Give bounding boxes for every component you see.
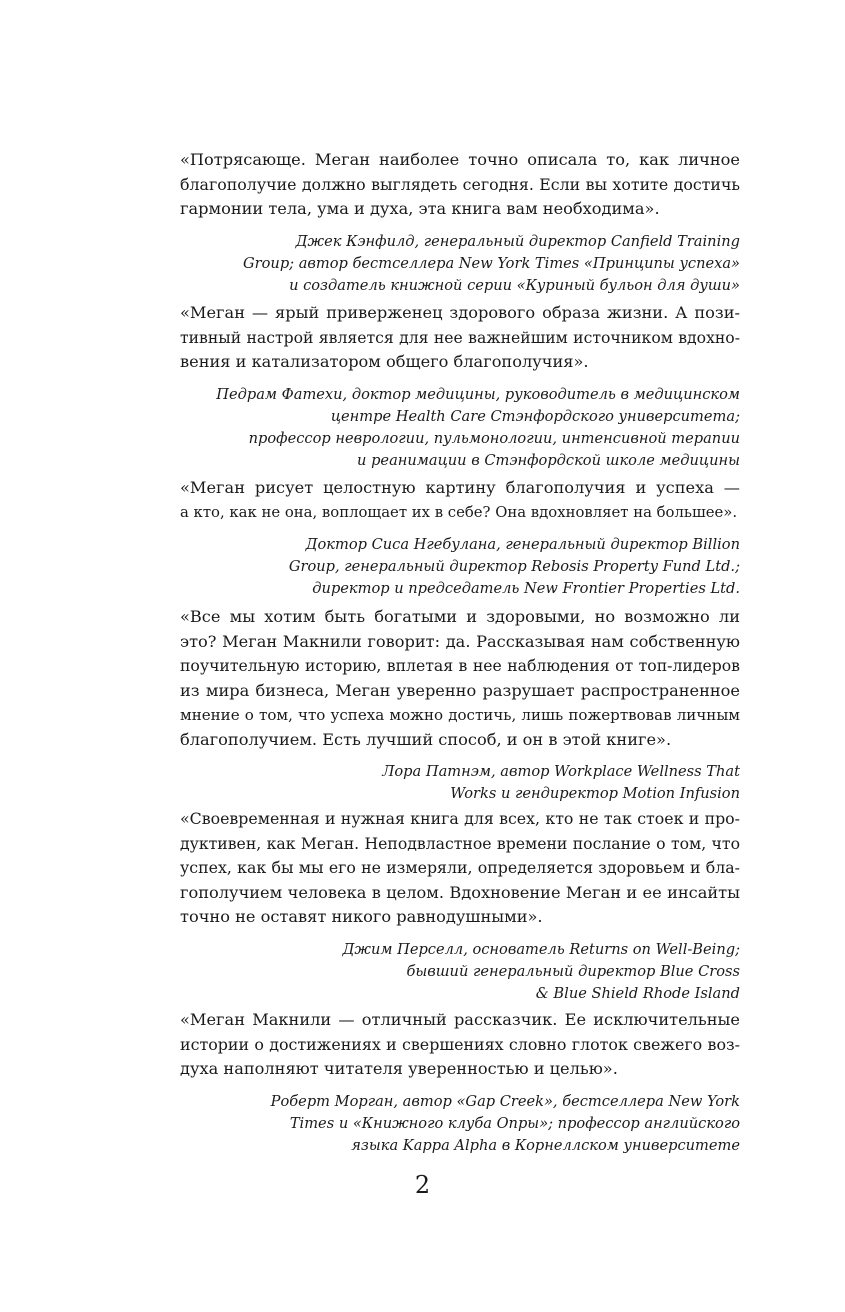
quote-line: гополучием человека в целом. Вдохновение Меган и ее инсайты xyxy=(180,882,740,902)
testimonial-quote xyxy=(180,1008,740,1082)
attribution-line: Works и гендиректор Motion Infusion xyxy=(450,785,740,802)
testimonial-5 xyxy=(180,807,740,1005)
testimonial-attribution xyxy=(180,761,740,805)
attribution-line: Доктор Сиса Нгебулана, генеральный директор Billion xyxy=(305,536,740,553)
attribution-line: Педрам Фатехи, доктор медицины, руководитель в медицинском xyxy=(216,385,740,403)
quote-line: «Меган — ярый приверженец здорового образа жизни. А пози- xyxy=(180,303,740,322)
testimonial-6 xyxy=(180,1008,740,1157)
quote-line: благополучием. Есть лучший способ, и он в этой книге». xyxy=(180,729,672,749)
testimonial-attribution xyxy=(180,1091,740,1157)
attribution-line: Лора Патнэм, автор Workplace Wellness That xyxy=(382,763,740,780)
quote-line: благополучие должно выглядеть сегодня. Если вы хотите достичь xyxy=(180,174,740,194)
quote-line: вения и катализатором общего благополучия». xyxy=(180,352,589,371)
testimonial-attribution xyxy=(180,384,740,472)
attribution-line: языка Kappa Alpha в Корнеллском университете xyxy=(351,1136,740,1154)
attribution-line: Джек Кэнфилд, генеральный директор Canfield Training xyxy=(295,232,740,250)
quote-line: мнение о том, что успеха можно достичь, лишь пожертвовав личным xyxy=(180,706,740,724)
attribution-line: & Blue Shield Rhode Island xyxy=(535,984,740,1002)
attribution-line: Times и «Книжного клуба Опры»; профессор английского xyxy=(289,1114,740,1132)
testimonial-quote xyxy=(180,148,740,222)
quote-line: точно не оставят никого равнодушными». xyxy=(180,907,543,926)
quote-line: это? Меган Макнили говорит: да. Рассказывая нам собственную xyxy=(180,631,740,651)
quote-line: «Меган Макнили — отличный рассказчик. Ее исключительные xyxy=(180,1010,740,1029)
quote-line: тивный настрой является для нее важнейшим источником вдохно- xyxy=(180,327,740,347)
quote-line: успех, как бы мы его не измеряли, определяется здоровьем и бла- xyxy=(180,858,740,877)
quote-line: истории о достижениях и свершениях словно глоток свежего воз- xyxy=(180,1034,740,1054)
quote-line: поучительную историю, вплетая в нее наблюдения от топ-лидеров xyxy=(180,656,740,675)
testimonial-quote xyxy=(180,301,740,375)
attribution-line: Group, генеральный директор Rebosis Property Fund Ltd.; xyxy=(288,558,740,575)
testimonial-1 xyxy=(180,148,740,297)
testimonial-attribution xyxy=(180,231,740,297)
quote-line: из мира бизнеса, Меган уверенно разрушает распространенное xyxy=(180,680,740,700)
quote-line: «Своевременная и нужная книга для всех, кто не так стоек и про- xyxy=(180,809,740,828)
testimonial-attribution xyxy=(180,534,740,600)
quote-line: а кто, как не она, воплощает их в себе? Она вдохновляет на большее». xyxy=(180,503,738,521)
quote-line: «Меган рисует целостную картину благополучия и успеха — xyxy=(180,478,740,497)
attribution-line: Group; автор бестселлера New York Times «Принципы успеха» xyxy=(243,254,740,272)
testimonial-2 xyxy=(180,301,740,472)
testimonial-quote xyxy=(180,605,740,752)
attribution-line: и создатель книжной серии «Куриный бульон для души» xyxy=(289,276,740,294)
testimonial-attribution xyxy=(180,939,740,1005)
testimonial-4 xyxy=(180,605,740,805)
testimonial-quote xyxy=(180,807,740,930)
quote-line: «Потрясающе. Меган наиболее точно описала то, как личное xyxy=(180,150,740,169)
attribution-line: и реанимации в Стэнфордской школе медицины xyxy=(357,451,740,469)
attribution-line: бывший генеральный директор Blue Cross xyxy=(406,962,740,980)
attribution-line: профессор неврологии, пульмонологии, интенсивной терапии xyxy=(248,429,740,447)
attribution-line: директор и председатель New Frontier Properties Ltd. xyxy=(312,580,740,597)
testimonial-3 xyxy=(180,476,740,600)
quote-line: гармонии тела, ума и духа, эта книга вам необходима». xyxy=(180,199,660,218)
quote-line: духа наполняют читателя уверенностью и целью». xyxy=(180,1059,618,1078)
page-number: 2 xyxy=(414,1171,431,1199)
attribution-line: Джим Перселл, основатель Returns on Well-Being; xyxy=(342,940,740,958)
attribution-line: центре Health Care Стэнфордского университета; xyxy=(330,407,740,425)
quote-line: дуктивен, как Меган. Неподвластное времени послание о том, что xyxy=(180,833,740,853)
testimonial-quote xyxy=(180,476,740,525)
quote-line: «Все мы хотим быть богатыми и здоровыми, но возможно ли xyxy=(180,607,740,626)
attribution-line: Роберт Морган, автор «Gap Creek», бестселлера New York xyxy=(270,1092,740,1110)
